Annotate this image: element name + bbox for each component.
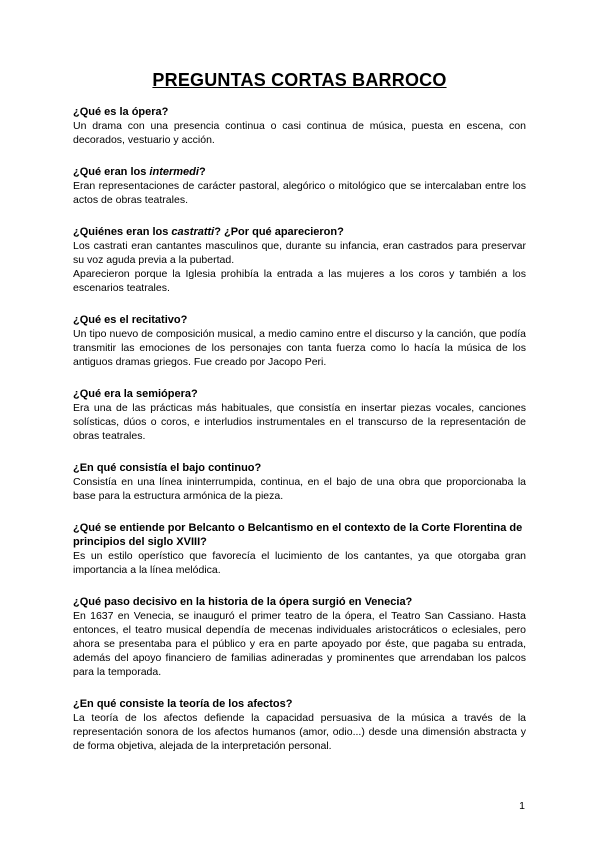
document-page	[73, 70, 526, 771]
qa-item-bajo-continuo	[73, 461, 526, 503]
qa-item-castrati	[73, 225, 526, 295]
answer: La teoría de los afectos defiende la capacidad persuasiva de la música a través de la representación sonora de los afectos humanos (amor, odio...) desde una dimensión abstracta y de forma objetiva, alejada de la interpretación personal.	[73, 712, 526, 752]
answer-continued: Aparecieron porque la Iglesia prohibía la entrada a las mujeres a los coros y también a los escenarios teatrales.	[73, 268, 526, 294]
answer: Es un estilo operístico que favorecía el lucimiento de los cantantes, ya que otorgaba gran importancia a la línea melódica.	[73, 550, 526, 576]
question: ¿Qué es la ópera?	[73, 106, 169, 118]
answer: En 1637 en Venecia, se inauguró el primer teatro de la ópera, el Teatro San Cassiano. Hasta entonces, el teatro musical dependía de mecenas individuales aristocráticos o eclesiales, pero ahora se presentaba para el público y era en parte apoyado por éste, que pagaba su entrada, además del apoyo financiero de familias adineradas y prominentes que arrendaban los palcos para la temporada.	[73, 610, 526, 678]
qa-item-belcanto	[73, 521, 526, 577]
answer: Consistía en una línea ininterrumpida, continua, en el bajo de una obra que proporcionaba la base para la estructura armónica de la pieza.	[73, 476, 526, 502]
qa-item-semiopera	[73, 387, 526, 443]
answer: Un drama con una presencia continua o casi continua de música, puesta en escena, con decorados, vestuario y acción.	[73, 120, 526, 146]
question: ¿Qué es el recitativo?	[73, 314, 188, 326]
question: ¿Quiénes eran los castratti? ¿Por qué aparecieron?	[73, 226, 344, 238]
qa-item-afectos	[73, 697, 526, 753]
qa-item-opera	[73, 105, 526, 147]
answer: Un tipo nuevo de composición musical, a medio camino entre el discurso y la canción, que podía transmitir las emociones de los personajes con tanta fuerza como lo hacía la música de los antiguos dramas griegos. Fue creado por Jacopo Peri.	[73, 328, 526, 368]
question: ¿Qué eran los intermedi?	[73, 166, 206, 178]
question: ¿En qué consistía el bajo continuo?	[73, 462, 262, 474]
question: ¿En qué consiste la teoría de los afectos?	[73, 698, 293, 710]
question: ¿Qué era la semiópera?	[73, 388, 198, 400]
page-title: PREGUNTAS CORTAS BARROCO	[152, 70, 447, 90]
qa-item-venecia	[73, 595, 526, 679]
answer: Era una de las prácticas más habituales, que consistía en insertar piezas vocales, canciones solísticas, dúos o coros, e interludios instrumentales en el transcurso de la representación de obras teatrales.	[73, 402, 526, 442]
answer: Eran representaciones de carácter pastoral, alegórico o mitológico que se intercalaban entre los actos de obras teatrales.	[73, 180, 526, 206]
question: ¿Qué se entiende por Belcanto o Belcantismo en el contexto de la Corte Florentina de principios del siglo XVIII?	[73, 522, 523, 548]
qa-item-recitativo	[73, 313, 526, 369]
page-number: 1	[519, 800, 525, 812]
question: ¿Qué paso decisivo en la historia de la ópera surgió en Venecia?	[73, 596, 413, 608]
qa-item-intermedi	[73, 165, 526, 207]
answer: Los castrati eran cantantes masculinos que, durante su infancia, eran castrados para preservar su voz aguda previa a la pubertad.	[73, 240, 526, 266]
